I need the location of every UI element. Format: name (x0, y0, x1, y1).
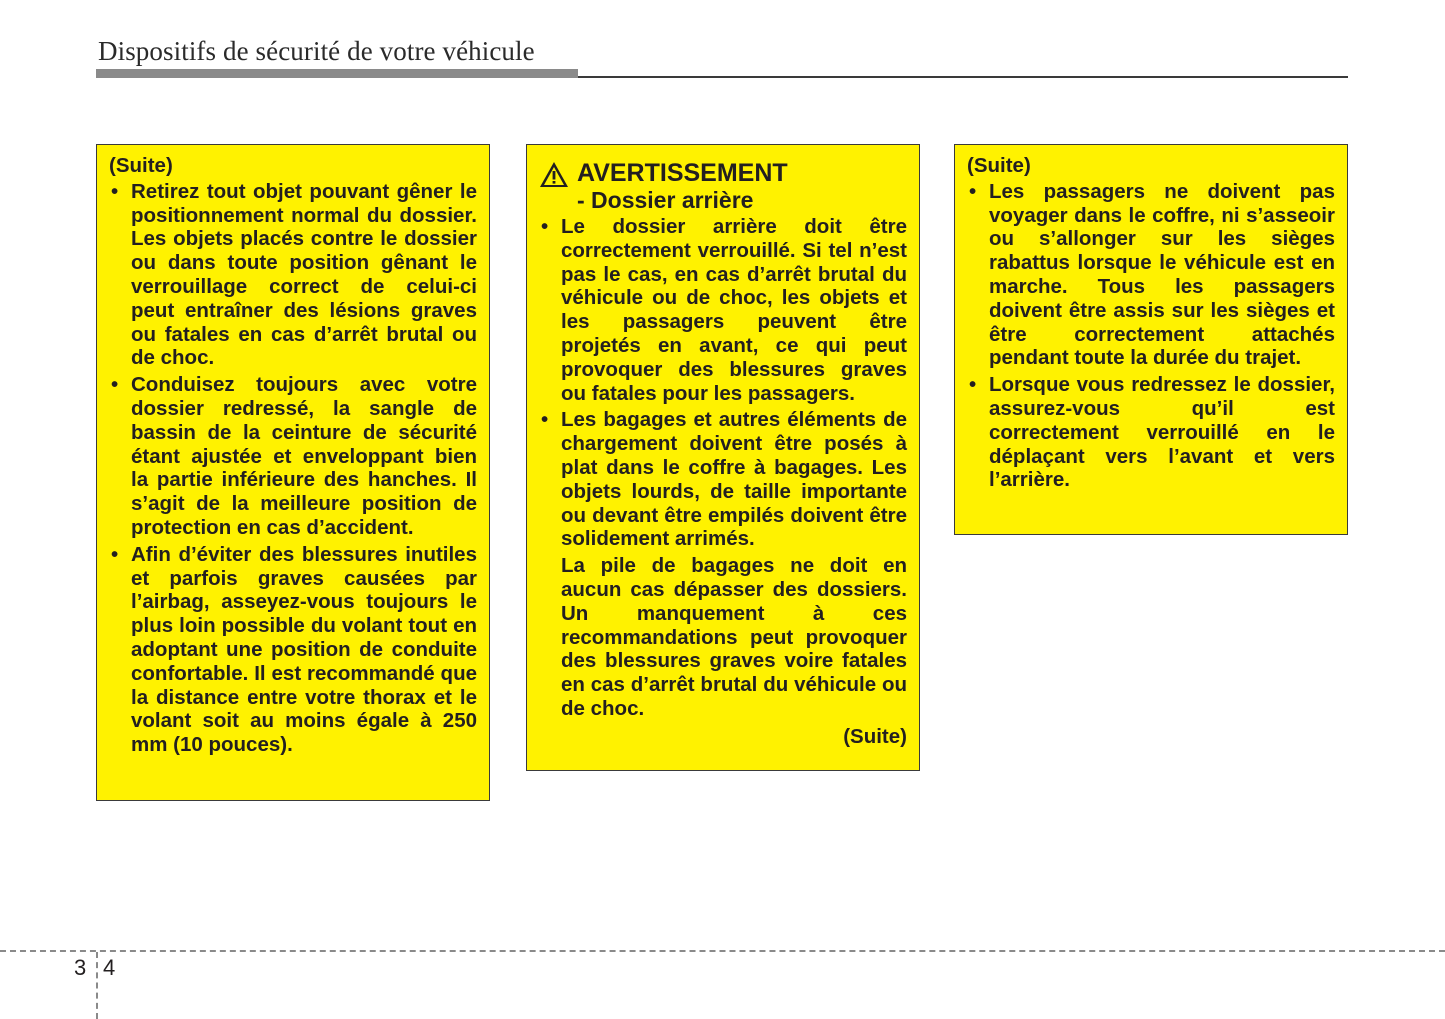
list-item-text: Lorsque vous redressez le dossier, assurez-vous qu’il est correctement verrouillé en le déplaçant vers l’avant et vers l’arrière. (989, 373, 1335, 492)
list-item-text: Les bagages et autres éléments de chargement doivent être posés à plat dans le coffre à bagages. Les objets lourds, de taille importante ou devant être empilés doivent être solidement arrimés. (561, 408, 907, 551)
suite-label: (Suite) (109, 154, 173, 177)
warning-box-continued-1 (96, 144, 490, 801)
list-item (539, 408, 907, 551)
bullet: • (969, 179, 977, 203)
list-item (109, 543, 477, 757)
list-item-text: Conduisez toujours avec votre dossier redressé, la sangle de bassin de la ceinture de sécurité étant ajustée et enveloppant bien la partie inférieure des hanches. Il s’agit de la meilleure position de protection en cas d’accident. (131, 373, 477, 539)
header-accent-bar (96, 69, 578, 78)
warning-triangle-icon (539, 161, 569, 189)
warning-list (967, 180, 1335, 492)
list-item-text: Le dossier arrière doit être correctement verrouillé. Si tel n’est pas le cas, en cas d’arrêt brutal du véhicule ou de choc, les objets et les passagers peuvent être projetés en avant, ce qui peut provoquer des blessures graves ou fatales pour les passagers. (561, 215, 907, 405)
warning-list (539, 215, 907, 551)
footer-divider (0, 950, 1445, 952)
warning-subtitle: - Dossier arrière (577, 187, 754, 213)
page-number: 4 (103, 955, 116, 980)
header-rule (578, 76, 1348, 78)
bullet: • (541, 215, 549, 238)
list-item (109, 180, 477, 370)
bullet: • (541, 408, 549, 432)
list-item-text: Retirez tout objet pouvant gêner le positionnement normal du dossier. Les objets placés contre le dossier ou dans toute position gênant le verrouillage correct de celui-ci peut entraîner des lésions graves ou fatales en cas d’arrêt brutal ou de choc. (131, 179, 477, 370)
warning-header (539, 159, 907, 213)
list-item-text: Les passagers ne doivent pas voyager dans le coffre, ni s’asseoir ou s’allonger sur les sièges rabattus lorsque le véhicule est en marche. Tous les passagers doivent être assis sur les sièges et être correctement attachés pendant toute la durée du trajet. (989, 179, 1335, 370)
warning-heading (577, 159, 788, 213)
warning-box-rear-seatback (526, 144, 920, 771)
page-title: Dispositifs de sécurité de votre véhicule (98, 36, 535, 66)
warning-list (109, 180, 477, 757)
bullet: • (111, 542, 119, 566)
list-item (967, 373, 1335, 492)
bullet: • (969, 373, 977, 397)
warning-title: AVERTISSEMENT (577, 159, 788, 187)
chapter-number: 3 (74, 955, 87, 980)
warning-box-continued-2 (954, 144, 1348, 535)
warning-paragraph: La pile de bagages ne doit en aucun cas dépasser des dossiers. Un manquement à ces recommandations peut provoquer des blessures graves voire fatales en cas d’arrêt brutal du véhicule ou de choc. (561, 554, 907, 720)
suite-label: (Suite) (843, 724, 907, 748)
list-item (967, 180, 1335, 370)
bullet: • (111, 373, 119, 397)
list-item-text: Afin d’éviter des blessures inutiles et parfois graves causées par l’airbag, asseyez-vous toujours le plus loin possible du volant tout en adoptant une position de conduite confortable. Il est recommandé que la distance entre votre thorax et le volant soit au moins égale à 250 mm (10 pouces). (131, 542, 477, 757)
suite-label: (Suite) (967, 154, 1031, 177)
list-item (539, 215, 907, 405)
footer-page-separator (96, 952, 98, 1019)
bullet: • (111, 179, 119, 203)
list-item (109, 373, 477, 540)
